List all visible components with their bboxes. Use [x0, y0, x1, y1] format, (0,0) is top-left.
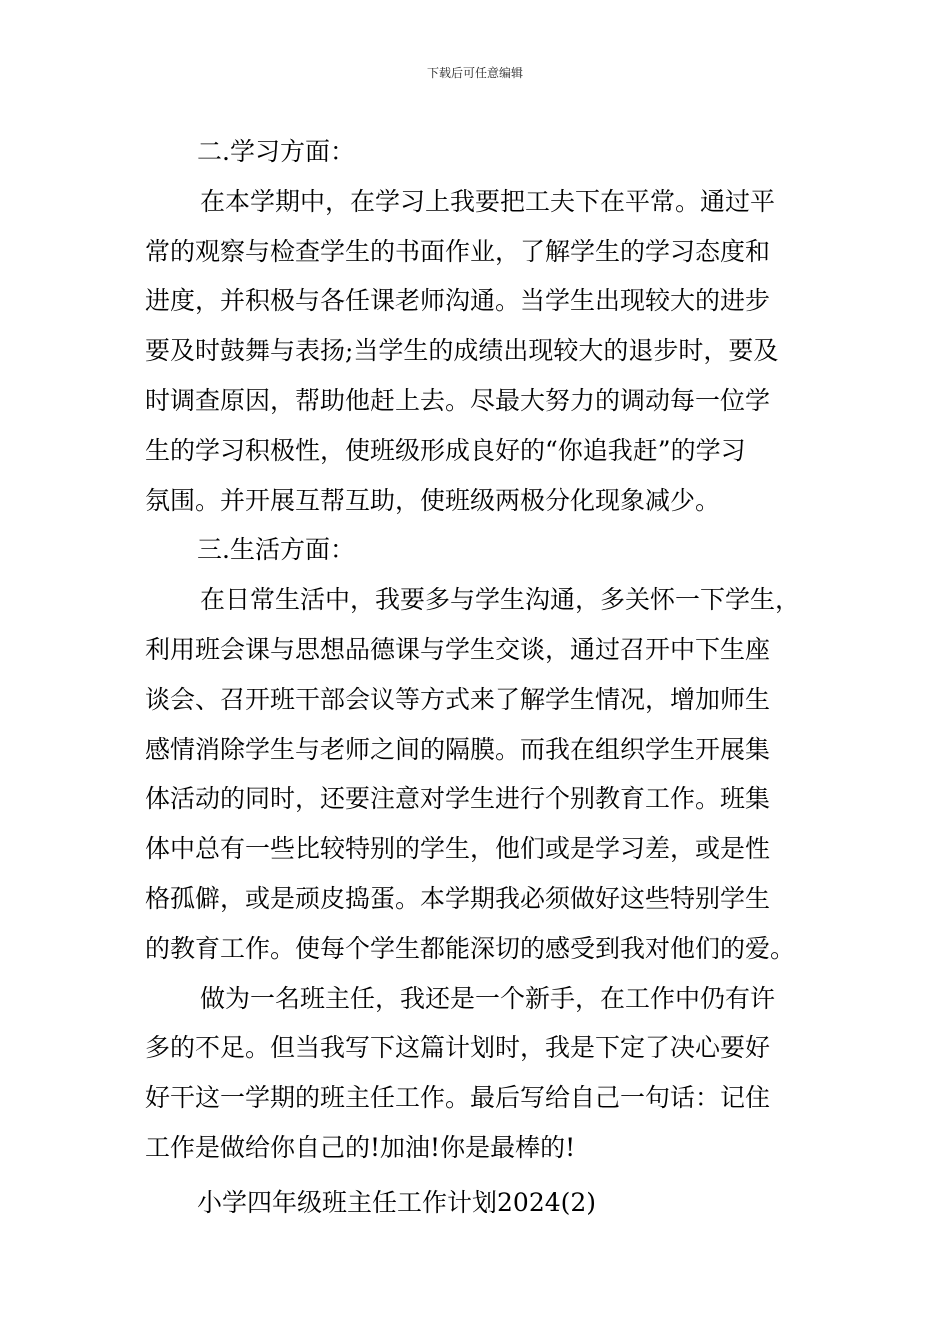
section-heading-study: 二.学习方面：	[197, 137, 355, 166]
paragraph-line: 体中总有一些比较特别的学生，他们或是学习差，或是性	[145, 834, 771, 864]
next-document-title: 小学四年级班主任工作计划2024(2)	[197, 1187, 597, 1217]
paragraph-line: 生的学习积极性，使班级形成良好的“你追我赶”的学习	[145, 435, 746, 465]
paragraph-line: 氛围。并开展互帮互助，使班级两极分化现象减少。	[145, 485, 721, 515]
paragraph-line: 谈会、召开班干部会议等方式来了解学生情况，增加师生	[145, 684, 771, 714]
paragraph-line: 好干这一学期的班主任工作。最后写给自己一句话：记住	[145, 1083, 771, 1113]
paragraph-line: 在日常生活中，我要多与学生沟通，多关怀一下学生，	[200, 585, 801, 615]
paragraph-line: 利用班会课与思想品德课与学生交谈，通过召开中下生座	[145, 634, 771, 664]
paragraph-line: 工作是做给你自己的!加油!你是最棒的!	[145, 1132, 576, 1162]
paragraph-line: 进度，并积极与各任课老师沟通。当学生出现较大的进步	[145, 286, 771, 316]
paragraph-line: 常的观察与检查学生的书面作业，了解学生的学习态度和	[145, 236, 771, 266]
paragraph-line: 要及时鼓舞与表扬;当学生的成绩出现较大的退步时，要及	[145, 336, 779, 366]
paragraph-line: 感情消除学生与老师之间的隔膜。而我在组织学生开展集	[145, 734, 771, 764]
paragraph-line: 时调查原因，帮助他赶上去。尽最大努力的调动每一位学	[145, 385, 771, 415]
paragraph-line: 在本学期中，在学习上我要把工夫下在平常。通过平	[200, 186, 776, 216]
section-heading-life: 三.生活方面：	[197, 535, 355, 565]
paragraph-line: 格孤僻，或是顽皮捣蛋。本学期我必须做好这些特别学生	[145, 883, 771, 913]
paragraph-line: 体活动的同时，还要注意对学生进行个别教育工作。班集	[145, 784, 771, 814]
header-note: 下载后可任意编辑	[426, 66, 523, 80]
document-body	[145, 127, 805, 1228]
paragraph-line: 做为一名班主任，我还是一个新手，在工作中仍有许	[200, 983, 776, 1013]
paragraph-line: 的教育工作。使每个学生都能深切的感受到我对他们的爱。	[145, 933, 796, 963]
paragraph-line: 多的不足。但当我写下这篇计划时，我是下定了决心要好	[145, 1033, 771, 1063]
